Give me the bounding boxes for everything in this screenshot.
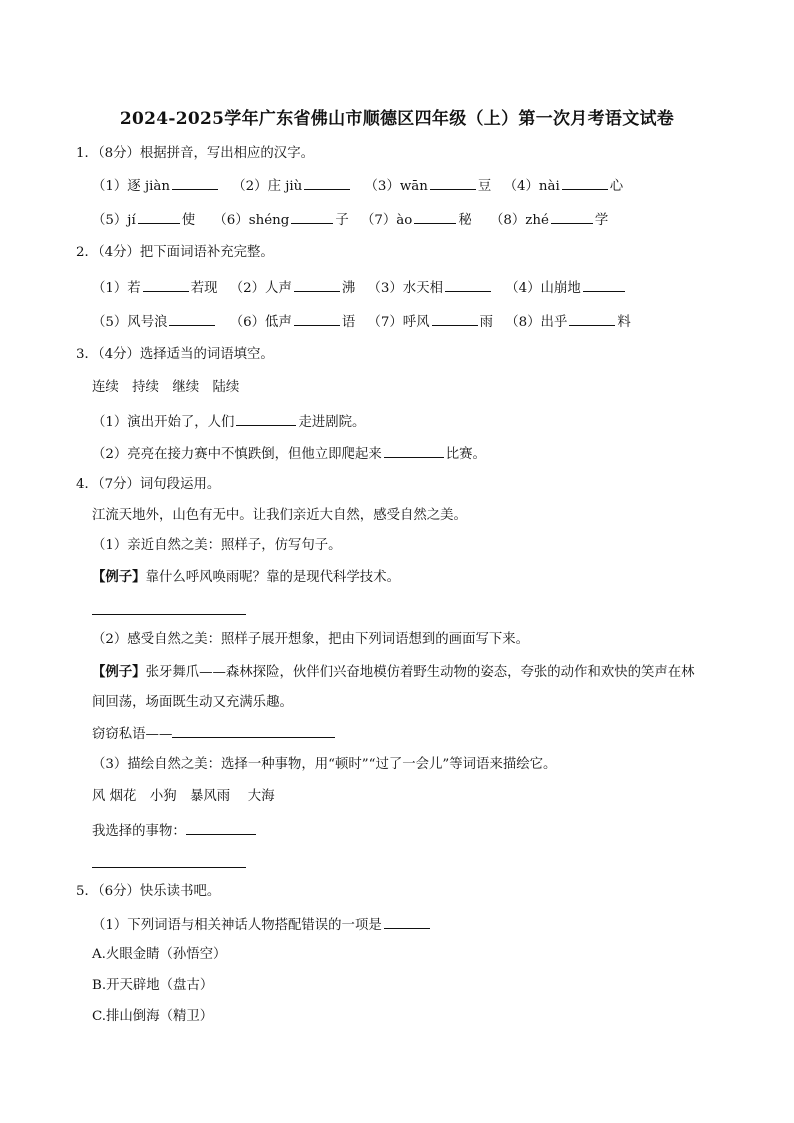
answer-blank[interactable] [169, 312, 215, 326]
answer-blank[interactable] [432, 312, 478, 326]
q4-part-2: （2）感受自然之美：照样子展开想象，把由下列词语想到的画面写下来。 [92, 632, 530, 647]
q2-item-8: （8）出乎 料 [505, 315, 630, 330]
q2-item-4: （4）山崩地 [505, 281, 626, 296]
question-1-heading: 1．（8分）根据拼音，写出相应的汉字。 [76, 146, 314, 161]
question-2-heading: 2．（4分）把下面词语补充完整。 [76, 245, 274, 260]
q1-item-2: （2）庄 jiù [232, 179, 352, 194]
question-2-row-2 [92, 312, 631, 332]
page-title: 2024-2025学年广东省佛山市顺德区四年级（上）第一次月考语文试卷 [119, 109, 675, 129]
answer-blank[interactable] [551, 210, 593, 224]
q1-item-8: （8）zhé 学 [490, 213, 608, 228]
q1-item-3: （3）wān 豆 [365, 179, 492, 194]
q4-term: 窃窃私语—— [92, 724, 335, 744]
q2-item-2: （2）人声 沸 [230, 281, 355, 296]
answer-blank[interactable] [569, 312, 615, 326]
q4-part-1: （1）亲近自然之美：照样子，仿写句子。 [92, 538, 342, 553]
q4-intro: 江流天地外，山色有无中。让我们亲近大自然，感受自然之美。 [92, 508, 467, 523]
q2-item-1: （1）若 若现 [92, 281, 217, 296]
q1-item-1: （1）逐 jiàn [92, 179, 220, 194]
answer-blank[interactable] [583, 278, 625, 292]
answer-blank[interactable] [186, 821, 256, 835]
answer-blank[interactable] [414, 210, 456, 224]
answer-blank[interactable] [172, 176, 218, 190]
answer-line[interactable] [92, 867, 246, 868]
q4-example-2: 【例子】张牙舞爪——森林探险，伙伴们兴奋地模仿着野生动物的姿态，夸张的动作和欢快的笑声在林 [92, 664, 695, 680]
q4-example-2-cont: 间回荡，场面既生动又充满乐趣。 [92, 695, 293, 710]
example-tag: 【例子】 [92, 664, 146, 680]
answer-blank[interactable] [445, 278, 491, 292]
answer-blank[interactable] [294, 312, 340, 326]
answer-blank[interactable] [138, 210, 180, 224]
q2-item-6: （6）低声 语 [230, 315, 355, 330]
option-c[interactable]: C.排山倒海（精卫） [92, 1009, 214, 1024]
question-1-row-2 [92, 210, 608, 230]
q2-item-7: （7）呼风 雨 [368, 315, 493, 330]
q4-example-1: 【例子】靠什么呼风唤雨呢？靠的是现代科学技术。 [92, 569, 400, 585]
q1-item-6: （6）shéng 子 [213, 213, 348, 228]
word-bank: 连续 持续 继续 陆续 [92, 380, 240, 395]
question-4-heading: 4．（7分）词句段运用。 [76, 477, 221, 492]
option-b[interactable]: B.开天辟地（盘古） [92, 978, 214, 993]
q1-item-5: （5）jí 使 [92, 213, 195, 228]
answer-blank[interactable] [384, 444, 444, 458]
question-1-row-1 [92, 176, 623, 196]
answer-blank[interactable] [172, 724, 335, 738]
q1-item-4: （4）nài 心 [504, 179, 624, 194]
question-3-sentence-1: （1）演出开始了，人们 走进剧院。 [92, 412, 365, 432]
q4-chosen: 我选择的事物： [92, 821, 256, 841]
q4-part-3: （3）描绘自然之美：选择一种事物，用“顿时”“过了一会儿”等词语来描绘它。 [92, 757, 557, 772]
answer-blank[interactable] [562, 176, 608, 190]
answer-line[interactable] [92, 614, 246, 615]
example-tag: 【例子】 [92, 569, 146, 585]
question-3-heading: 3．（4分）选择适当的词语填空。 [76, 347, 274, 362]
question-5-heading: 5．（6分）快乐读书吧。 [76, 884, 221, 899]
q5-part-1: （1）下列词语与相关神话人物搭配错误的一项是 [92, 915, 432, 935]
q2-item-3: （3）水天相 [368, 281, 493, 296]
q4-choices: 风 烟花 小狗 暴风雨 大海 [92, 789, 275, 804]
option-a[interactable]: A.火眼金睛（孙悟空） [92, 947, 227, 962]
q2-item-5: （5）风号浪 [92, 315, 217, 330]
answer-blank[interactable] [384, 915, 430, 929]
answer-blank[interactable] [304, 176, 350, 190]
answer-blank[interactable] [430, 176, 476, 190]
answer-blank[interactable] [143, 278, 189, 292]
answer-blank[interactable] [236, 412, 296, 426]
answer-blank[interactable] [291, 210, 333, 224]
question-3-sentence-2: （2）亮亮在接力赛中不慎跌倒，但他立即爬起来 比赛。 [92, 444, 486, 464]
answer-blank[interactable] [294, 278, 340, 292]
q1-item-7: （7）ào 秘 [361, 213, 472, 228]
question-2-row-1 [92, 278, 627, 298]
